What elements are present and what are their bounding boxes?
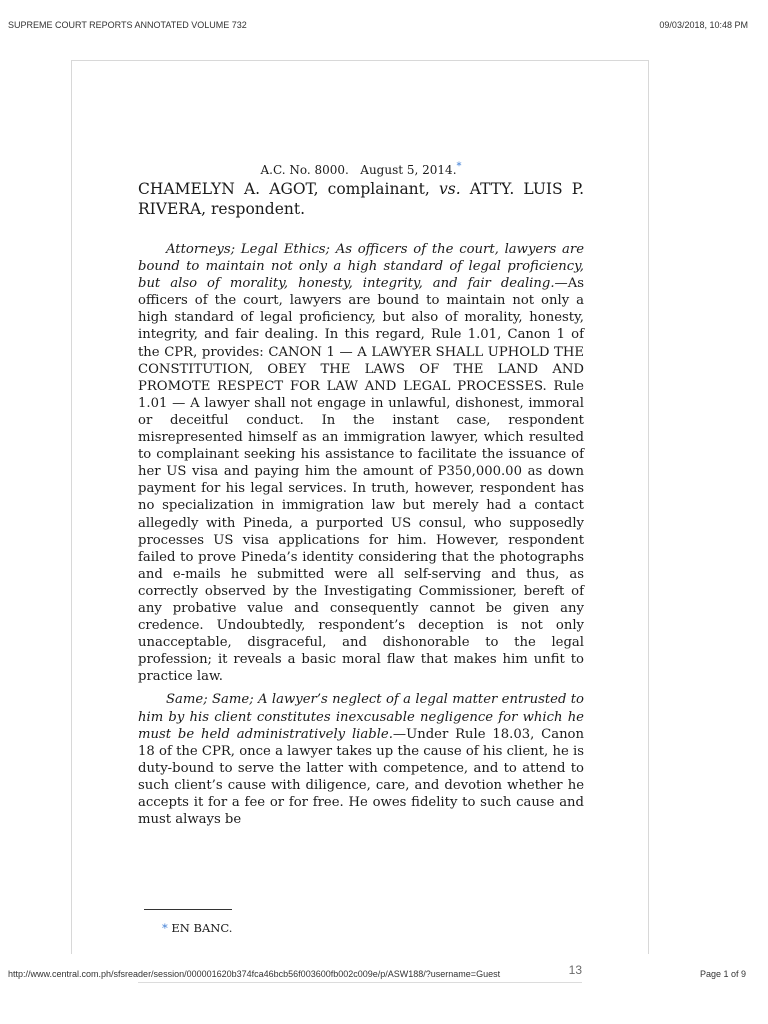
footnote <box>162 921 232 935</box>
syllabus-headnote: Attorneys; Legal Ethics; As officers of the court, lawyers are bound to maintain not only a high standard of legal proficiency, but also of morality, honesty, integrity, and fair dealing. <box>138 242 584 292</box>
page-bottom-divider <box>138 982 582 983</box>
case-number-text: A.C. No. 8000. August 5, 2014. <box>260 163 457 177</box>
footnote-divider <box>144 909 232 910</box>
complainant-text: CHAMELYN A. AGOT, complainant, <box>138 180 430 198</box>
syllabus-body: —As officers of the court, lawyers are bound to maintain not only a high standard of legal proficiency, but also of morality, honesty, integrity, and fair dealing. In this regard, Rule 1.01, Canon 1 of the CPR, provides: CANON 1 — A LAWYER SHALL UPHOLD THE CONSTITUTION, OBEY THE LAWS OF THE LAND AND PROMOTE RESPECT FOR LAW AND LEGAL PROCESSES. Rule 1.01 — A lawyer shall not engage in unlawful, dishonest, immoral or deceitful conduct. In the instant case, respondent misrepresented himself as an immigration lawyer, which resulted to complainant seeking his assistance to facilitate the issuance of her US visa and paying him the amount of P350,000.00 as down payment for his legal services. In truth, however, respondent has no specialization in immigration law but merely had a contact allegedly with Pineda, a purported US consul, who supposedly processes US visa applications for him. However, respondent failed to prove Pineda’s identity considering that the photographs and e-mails he submitted were all self-serving and thus, as correctly observed by the Investigating Commissioner, bereft of any probative value and consequently cannot be given any credence. Undoubtedly, respondent’s deception is not only unacceptable, disgraceful, and dishonorable to the legal profession; it reveals a basic moral flaw that makes him unfit to practice law. <box>138 276 584 685</box>
versus-text: vs. <box>438 180 461 198</box>
footnote-ref-link[interactable]: * <box>456 161 462 172</box>
syllabus-paragraph <box>138 241 584 685</box>
page-content <box>138 159 584 828</box>
footnote-text: EN BANC. <box>171 921 233 935</box>
syllabus-paragraph <box>138 691 584 828</box>
page-number: 13 <box>568 963 582 977</box>
print-url: http://www.central.com.ph/sfsreader/session/000001620b374fca46bcb56f003600fb002c009e/p/ASW188/?username=Guest <box>8 969 501 979</box>
print-datetime: 09/03/2018, 10:48 PM <box>659 20 748 30</box>
case-number-date <box>138 159 584 178</box>
syllabus-headnote: Same; Same; A lawyer’s neglect of a legal matter entrusted to him by his client constitutes inexcusable negligence for which he must be held administratively liable. <box>138 692 584 742</box>
case-parties <box>138 179 584 219</box>
print-page-count: Page 1 of 9 <box>699 969 746 979</box>
footnote-mark: * <box>162 921 168 935</box>
respondent-text: ATTY. LUIS P. RIVERA, respondent. <box>138 180 585 218</box>
print-title: SUPREME COURT REPORTS ANNOTATED VOLUME 732 <box>8 20 247 30</box>
syllabus-body: —Under Rule 18.03, Canon 18 of the CPR, once a lawyer takes up the cause of his client, he is duty-bound to serve the latter with competence, and to attend to such client’s cause with diligence, care, and devotion whether he accepts it for a fee or for free. He owes fidelity to such cause and must always be <box>138 726 584 828</box>
